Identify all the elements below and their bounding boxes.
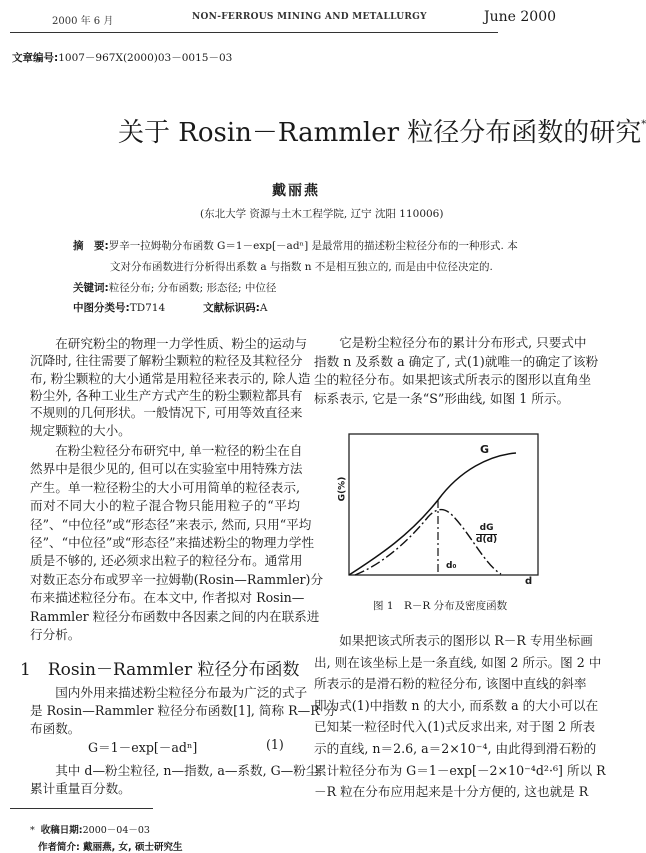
equation: G＝1－exp[－adⁿ] xyxy=(88,740,198,755)
text-line: 国内外用来描述粉尘粒径分布最为广泛的式子 xyxy=(30,685,308,700)
keywords: 关键词:粒径分布; 分布函数; 形态径; 中位径 xyxy=(73,282,277,294)
text-line: 行分析。 xyxy=(30,627,81,642)
text-line: 而对不同大小的粒子混合物只能用粒子的“平均 xyxy=(30,498,300,514)
text-line: Rammler 粒径分布函数中各因素之间的内在联系进 xyxy=(30,608,320,624)
mode-label: d₀ xyxy=(446,561,457,571)
text-line: －R 粒在分布应用起来是十分方便的, 这也就是 R xyxy=(314,784,589,800)
text-line: 它是粉尘粒径分布的累计分布形式, 只要式中 xyxy=(314,335,587,350)
density-label: dG d(d) xyxy=(476,523,498,545)
text-line: 布, 粉尘颗粒的大小通常是用粒径来表示的, 除人造 xyxy=(30,370,311,386)
text-line: 在研究粉尘的物理一力学性质、粉尘的运动与 xyxy=(30,336,308,351)
text-line: 径”、“中位径”或“形态径”来表示, 然而, 只用“平均 xyxy=(30,516,312,532)
header-rule xyxy=(10,32,498,33)
text-line: 示的直线, n＝2.6, a＝2×10⁻⁴, 由此得到滑石粉的 xyxy=(314,741,597,756)
text-line: 所表示的是滑石粉的粒径分布, 该图中直线的斜率 xyxy=(314,676,587,692)
text-line: 布来描述粒径分布。在本文中, 作者拟对 Rosin— xyxy=(30,590,305,606)
text-line: 累计重量百分数。 xyxy=(30,781,131,797)
curve-label-g: G xyxy=(480,443,490,456)
header-month: June 2000 xyxy=(484,9,557,25)
header-date: 2000 年 6 月 xyxy=(52,16,114,27)
text-line: 质是不够的, 还必须求出粒子的粒径分布。通常用 xyxy=(30,553,303,569)
abstract: 摘 要:罗辛一拉姆勒分布函数 G＝1－exp[－adⁿ] 是最常用的描述粉尘粒径分布的一种形式. 本 xyxy=(73,240,518,252)
text-line: 径”、“中位径”或“形态径”来描述粉尘的物理力学性 xyxy=(30,535,315,550)
text-line: 在粉尘粒径分布研究中, 单一粒径的粉尘在自 xyxy=(30,443,303,458)
text-line: 出, 则在该坐标上是一条直线, 如图 2 所示。图 2 中 xyxy=(314,654,602,670)
text-line: 即为式(1)中指数 n 的大小, 而系数 a 的大小可以在 xyxy=(314,697,599,713)
text-line: 不规则的几何形状。一般情况下, 可用等效直径来 xyxy=(30,405,303,421)
figure-plot xyxy=(320,425,560,600)
plot-frame xyxy=(349,434,538,575)
y-axis-label: G(%) xyxy=(337,476,348,502)
text-line: 规定颗粒的大小。 xyxy=(30,422,131,438)
text-line: 累计粒径分布为 G＝1－exp[－2×10⁻⁴d²·⁶] 所以 R xyxy=(314,762,606,778)
text-line: 已知某一粒径时代入(1)式反求出来, 对于图 2 所表 xyxy=(314,719,596,735)
section-heading: 1 Rosin－Rammler 粒径分布函数 xyxy=(20,660,300,680)
cumulative-curve-g xyxy=(349,453,516,575)
affiliation: (东北大学 资源与土木工程学院, 辽宁 沈阳 110006) xyxy=(200,208,444,220)
author: 戴丽燕 xyxy=(272,183,320,199)
text-line: 指数 n 及系数 a 确定了, 式(1)就唯一的确定了该粉 xyxy=(314,353,599,369)
footnote-rule xyxy=(10,808,153,809)
text-line: 尘的粒径分布。如果把该式所表示的图形以直角坐 xyxy=(314,372,592,387)
text-line: 然界中是很少见的, 但可以在实验室中用特殊方法 xyxy=(30,461,303,477)
page-title: 关于 Rosin－Rammler 粒径分布函数的研究* xyxy=(118,118,646,148)
text-line: 布函数。 xyxy=(30,721,81,737)
text-line: 其中 d—粉尘粒径, n—指数, a—系数, G—粉尘 xyxy=(30,763,319,778)
classification: 中图分类号:TD714 文献标识码:A xyxy=(73,302,268,314)
header-journal: NON-FERROUS MINING AND METALLURGY xyxy=(192,12,427,22)
equation-number: (1) xyxy=(266,737,284,752)
footnote-bio: 作者简介: 戴丽燕, 女, 硕士研究生 xyxy=(38,842,183,853)
abstract-cont: 文对分布函数进行分析得出系数 a 与指数 n 不是相互独立的, 而是由中位径决定的. xyxy=(110,261,493,273)
text-line: 对数正态分布或罗辛一拉姆勒(Rosin—Rammler)分 xyxy=(30,571,324,587)
footnote-received: * 收稿日期:2000－04－03 xyxy=(30,825,150,836)
text-line: 产生。单一粒径粉尘的大小可用简单的粒径表示, xyxy=(30,479,300,495)
text-line: 如果把该式所表示的图形以 R－R 专用坐标画 xyxy=(314,633,593,648)
article-number: 文章编号:1007－967X(2000)03－0015－03 xyxy=(12,52,233,64)
text-line: 是 Rosin—Rammler 粒径分布函数[1], 简称 R—R 分 xyxy=(30,703,337,719)
figure-caption: 图 1 R－R 分布及密度函数 xyxy=(373,600,508,612)
text-line: 沉降时, 往往需要了解粉尘颗粒的粒径及其粒径分 xyxy=(30,353,303,369)
text-line: 粉尘外, 各种工业生产方式产生的粉尘颗粒都具有 xyxy=(30,387,303,403)
text-line: 标系表示, 它是一条“S”形曲线, 如图 1 所示。 xyxy=(314,390,570,406)
x-axis-label: d xyxy=(525,576,533,587)
